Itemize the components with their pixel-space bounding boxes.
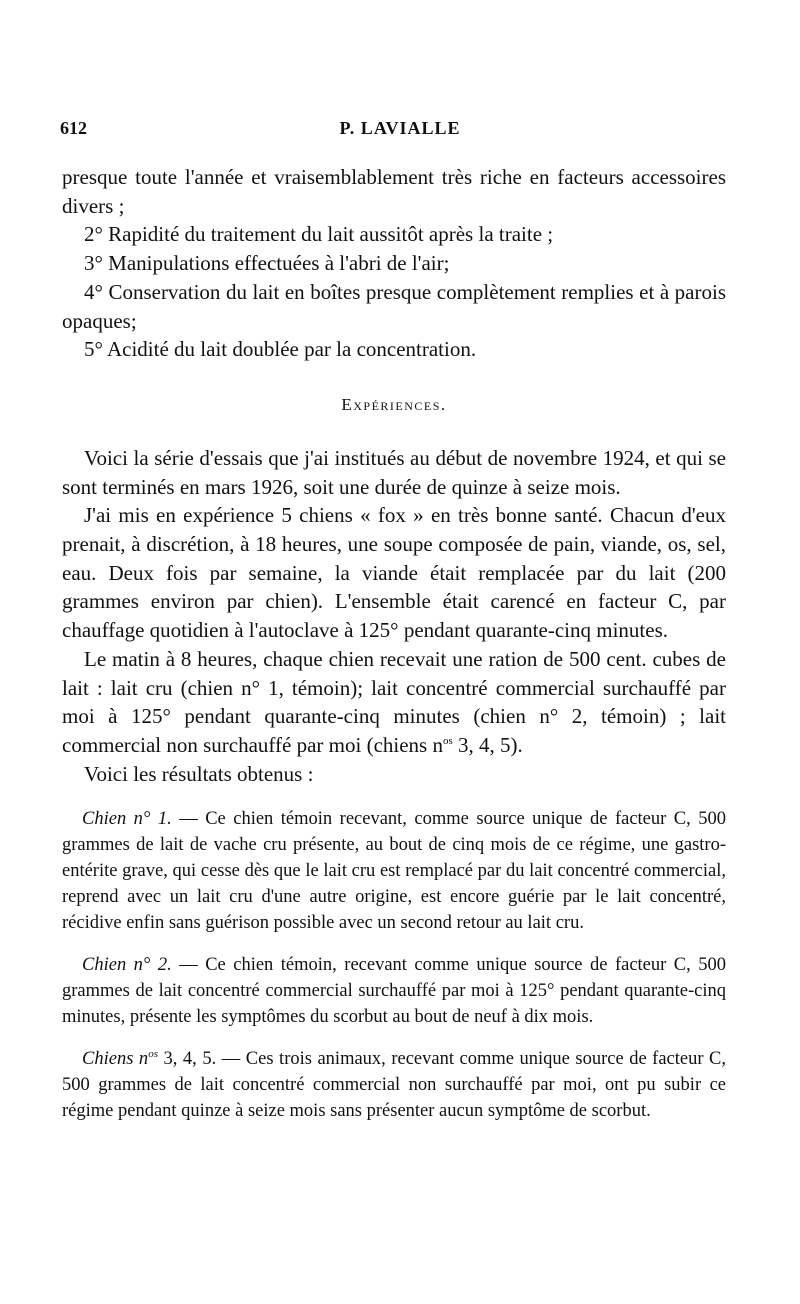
list-item: 3° Manipulations effectuées à l'abri de l'air; [84,251,450,276]
paragraph-text: Le matin à 8 heures, chaque chien recevait une ration de 500 cent. cubes de lait : lait cru (chien n° 1, témoin); lait concentré commercial surchauffé par moi à 125° pendant quarante-cinq minutes (chien n° 2, témoin) ; lait commercial non surchauffé par moi (chiens n [62,646,726,757]
case-text: — Ce chien témoin, recevant comme unique source de facteur C, 500 grammes de lait concentré commercial surchauffé par moi à 125° pendant quarante-cinq minutes, présente les symptômes du scorbut au bout de neuf à dix mois. [62,955,726,1028]
case-label: Chien n° 1. [82,809,172,830]
paragraph-text-end: 3, 4, 5). [452,732,523,757]
case-label: Chiens n [82,1049,149,1070]
case-label-end: 3, 4, 5. [157,1049,217,1070]
section-heading: Expériences. [341,394,447,414]
page-number: 612 [60,118,87,138]
paragraph: J'ai mis en expérience 5 chiens « fox » en très bonne santé. Chacun d'eux prenait, à discrétion, à 18 heures, une soupe composée de pain, viande, os, sel, eau. Deux fois par semaine, la viande était remplacée par du lait (200 grammes environ par chien). L'ensemble était carencé en facteur C, par chauffage quotidien à l'autoclave à 125° pendant quarante-cinq minutes. [62,503,726,643]
paragraph [62,645,726,760]
case-entry [62,806,726,936]
body-text [62,163,726,1124]
running-title-author: P. LAVIALLE [339,118,461,138]
list-item: 5° Acidité du lait doublée par la concentration. [84,337,477,362]
paragraph: Voici les résultats obtenus : [84,761,314,786]
superscript: os [442,734,453,747]
case-label: Chien n° 2. [82,955,172,976]
running-header [60,118,740,142]
spacer [62,1030,726,1046]
intro-continuation: presque toute l'année et vraisemblablement très riche en facteurs accessoires divers ; [62,165,726,218]
case-entry [62,1046,726,1124]
case-text: — Ces trois animaux, recevant comme unique source de facteur C, 500 grammes de lait concentré commercial non surchauffé par moi, ont pu subir ce régime pendant quinze à seize mois sans présenter aucun symptôme de scorbut. [62,1049,727,1122]
spacer [62,936,726,952]
paragraph: Voici la série d'essais que j'ai institués au début de novembre 1924, et qui se sont terminés en mars 1926, soit une durée de quinze à seize mois. [62,445,726,499]
case-entry [62,952,726,1030]
superscript: os [148,1048,158,1061]
list-item: 4° Conservation du lait en boîtes presque complètement remplies et à parois opaques; [62,279,726,333]
spacer [62,788,726,806]
list-item: 2° Rapidité du traitement du lait aussitôt après la traite ; [84,222,554,247]
case-text: — Ce chien témoin recevant, comme source unique de facteur C, 500 grammes de lait de vache cru présente, au bout de cinq mois de ce régime, une gastro-entérite grave, qui cesse dès que le lait cru est remplacé par du lait concentré commercial, reprend avec un lait cru d'une autre origine, est encore guérie par le lait concentré, récidive enfin sans guérison possible avec un second retour au lait cru. [62,809,726,934]
